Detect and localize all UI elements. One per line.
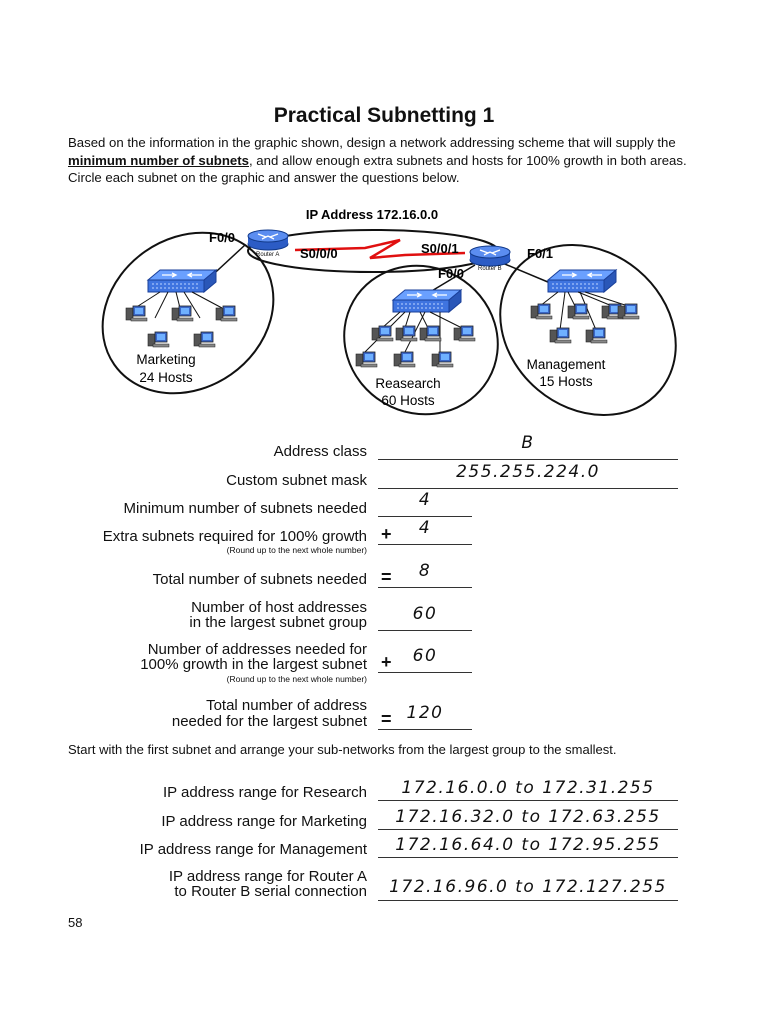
question-label: Custom subnet mask bbox=[226, 472, 367, 489]
pc-icon bbox=[531, 304, 552, 319]
instruction-text: Start with the first subnet and arrange your sub-networks from the largest group to the smallest. bbox=[68, 742, 617, 757]
intro-paragraph bbox=[68, 134, 708, 187]
answer-extra-subnets: 4 bbox=[418, 518, 432, 538]
question-note: (Round up to the next whole number) bbox=[226, 545, 367, 555]
plus-sign: + bbox=[381, 652, 392, 672]
router-a-label: Router A bbox=[256, 252, 280, 258]
range-label: IP address range for Marketing bbox=[161, 813, 367, 830]
router-a-s000-label: S0/0/0 bbox=[300, 246, 338, 261]
question-note: (Round up to the next whole number) bbox=[226, 674, 367, 684]
answer-host-addresses: 60 bbox=[412, 604, 438, 624]
pc-icon bbox=[432, 352, 453, 367]
question-label-line2: needed for the largest subnet bbox=[171, 713, 367, 730]
router-a-icon bbox=[248, 230, 288, 250]
answer-range-serial: 172.16.96.0 to 172.127.255 bbox=[389, 877, 667, 897]
range-label: IP address range for Management bbox=[139, 841, 367, 858]
pc-icon bbox=[396, 326, 417, 341]
answer-line bbox=[378, 459, 678, 460]
question-label-line1: Total number of address bbox=[206, 697, 367, 714]
answer-min-subnets: 4 bbox=[418, 490, 432, 510]
router-b-f01-label: F0/1 bbox=[527, 246, 554, 261]
answer-line bbox=[378, 488, 678, 489]
router-b-f00-label: F0/0 bbox=[438, 266, 465, 281]
equals-sign: = bbox=[381, 567, 392, 587]
pc-icon bbox=[372, 326, 393, 341]
pc-icon bbox=[454, 326, 475, 341]
ip-address-label: IP Address 172.16.0.0 bbox=[305, 207, 439, 222]
answer-range-management: 172.16.64.0 to 172.95.255 bbox=[395, 835, 661, 855]
network-diagram bbox=[0, 200, 768, 425]
answer-line bbox=[378, 672, 472, 673]
range-label-line2: to Router B serial connection bbox=[174, 883, 367, 900]
range-label-line1: IP address range for Router A bbox=[168, 868, 367, 885]
marketing-name: Marketing bbox=[136, 352, 196, 367]
question-label: Address class bbox=[273, 443, 367, 460]
answer-line bbox=[378, 900, 678, 901]
answer-range-research: 172.16.0.0 to 172.31.255 bbox=[401, 778, 655, 798]
pc-icon bbox=[394, 352, 415, 367]
answer-subnet-mask: 255.255.224.0 bbox=[456, 462, 600, 482]
pc-icon bbox=[194, 332, 215, 347]
pc-icon bbox=[550, 328, 571, 343]
question-label-line1: Number of host addresses bbox=[191, 599, 367, 616]
intro-text-1: Based on the information in the graphic shown, design a network addressing scheme that will supply the bbox=[68, 135, 676, 150]
pc-icon bbox=[172, 306, 193, 321]
question-label-line2: 100% growth in the largest subnet bbox=[140, 656, 367, 673]
research-name: Reasearch bbox=[375, 376, 441, 391]
answer-line bbox=[378, 544, 472, 545]
pc-icon bbox=[126, 306, 147, 321]
pc-icon bbox=[356, 352, 377, 367]
router-b-s001-label: S0/0/1 bbox=[421, 241, 459, 256]
page-number: 58 bbox=[68, 915, 83, 930]
answer-growth-addresses: 60 bbox=[412, 646, 438, 666]
question-label: Minimum number of subnets needed bbox=[123, 500, 367, 517]
answer-line bbox=[378, 829, 678, 830]
intro-emphasis: minimum number of subnets bbox=[68, 152, 249, 168]
pc-icon bbox=[618, 304, 639, 319]
answer-address-class: B bbox=[521, 433, 535, 453]
pc-icon bbox=[216, 306, 237, 321]
management-hosts: 15 Hosts bbox=[539, 374, 593, 389]
pc-icon bbox=[586, 328, 607, 343]
answer-line bbox=[378, 516, 472, 517]
question-label: Extra subnets required for 100% growth bbox=[102, 528, 367, 545]
answer-line bbox=[378, 729, 472, 730]
router-b-icon bbox=[470, 246, 510, 266]
router-a-f00-label: F0/0 bbox=[209, 230, 236, 245]
marketing-hosts: 24 Hosts bbox=[139, 370, 193, 385]
answer-line bbox=[378, 630, 472, 631]
pc-icon bbox=[568, 304, 589, 319]
research-hosts: 60 Hosts bbox=[381, 393, 435, 408]
answer-total-addresses: 120 bbox=[406, 703, 444, 723]
question-label: Total number of subnets needed bbox=[152, 571, 367, 588]
question-label-line1: Number of addresses needed for bbox=[147, 641, 367, 658]
pc-icon bbox=[148, 332, 169, 347]
pc-icon bbox=[420, 326, 441, 341]
question-label-line2: in the largest subnet group bbox=[189, 614, 367, 631]
answer-line bbox=[378, 587, 472, 588]
answer-line bbox=[378, 800, 678, 801]
management-name: Management bbox=[526, 357, 606, 372]
router-b-label: Router B bbox=[478, 266, 502, 272]
answer-total-subnets: 8 bbox=[418, 561, 432, 581]
research-switch-icon bbox=[393, 290, 461, 312]
intro-text-2: , and allow enough extra subnets and hosts for 100% growth in both areas. Circle each subnet on the graphic and answer the questions below. bbox=[68, 152, 687, 185]
management-switch-icon bbox=[548, 270, 616, 292]
marketing-switch-icon bbox=[148, 270, 216, 292]
equals-sign: = bbox=[381, 709, 392, 729]
range-label: IP address range for Research bbox=[162, 784, 367, 801]
page-title: Practical Subnetting 1 bbox=[273, 104, 495, 127]
answer-range-marketing: 172.16.32.0 to 172.63.255 bbox=[395, 807, 661, 827]
plus-sign: + bbox=[381, 524, 392, 544]
answer-line bbox=[378, 857, 678, 858]
